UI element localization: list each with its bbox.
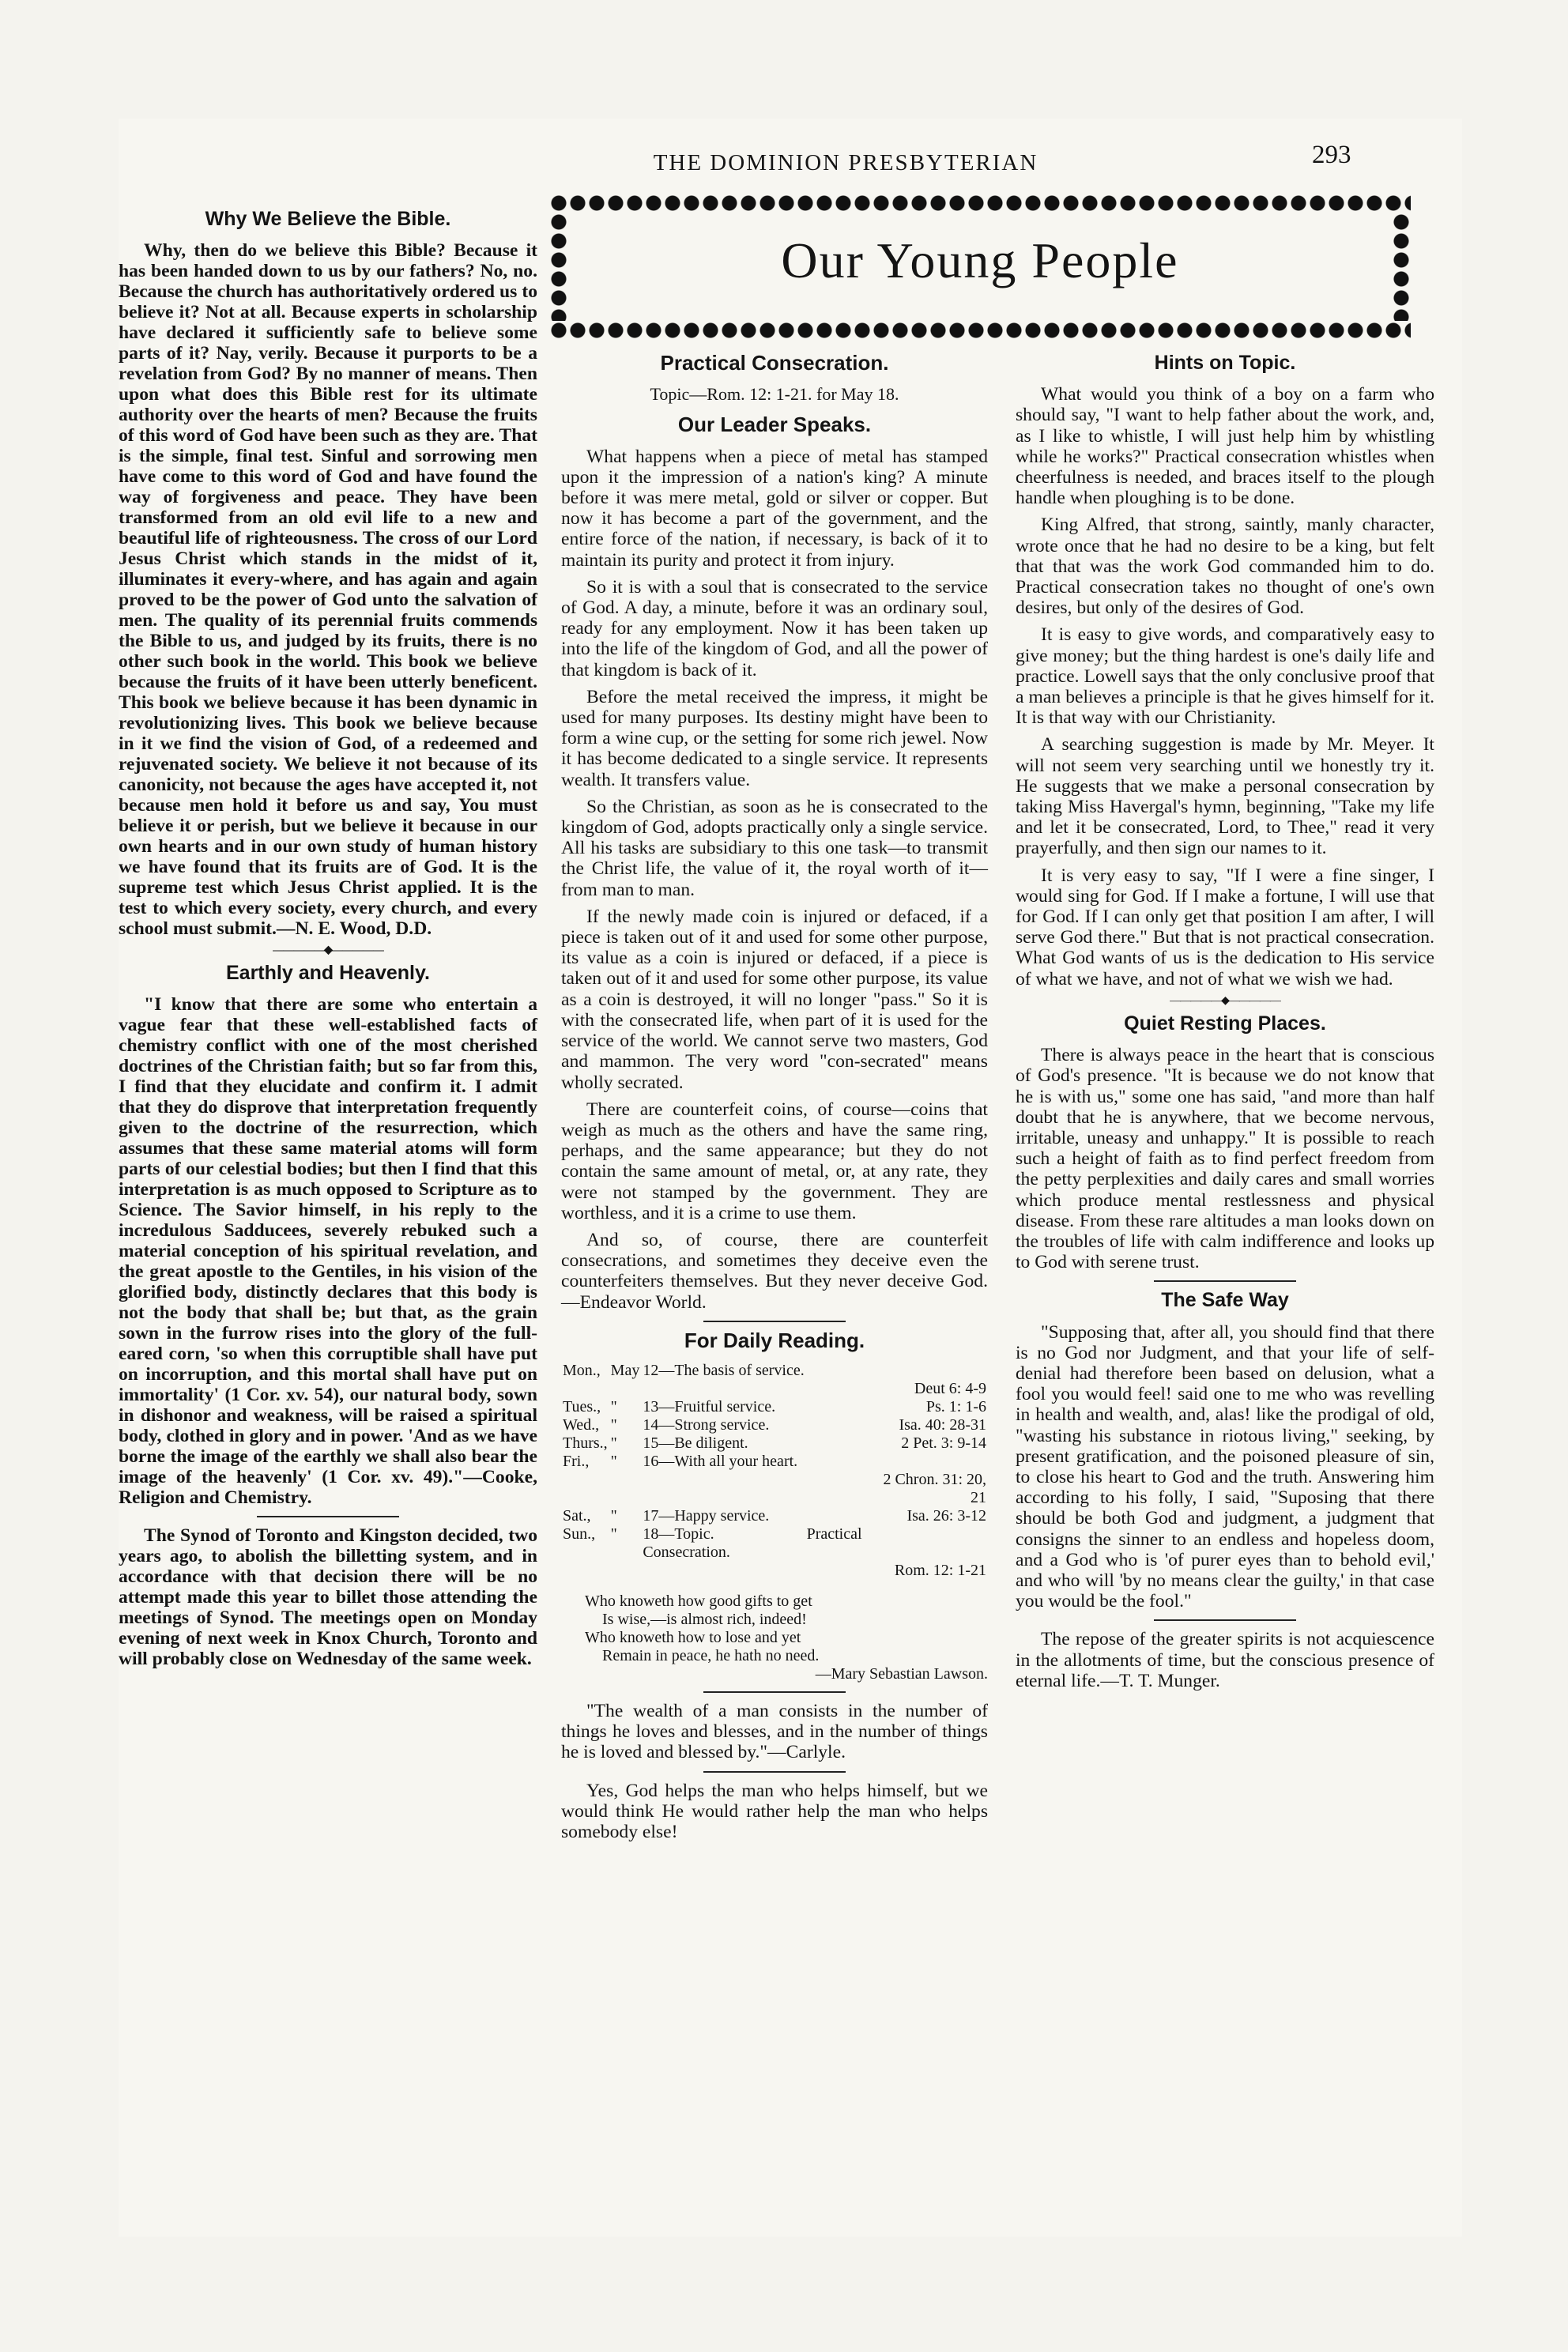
article-body-why-we-believe: Why, then do we believe this Bible? Because it has been handed down to us by our fathers? No, no. Because the church has authoritatively ordered us to believe it? Not at all. Because experts in scholarship have declared it sufficiently safe to believe some parts of it? Nay, verily. Because it purports to be a revelation from God? By no manner of means. Then upon what does this Bible rest for its ultimate authority over the hearts of men? Because the fruits of this word of God have been such as they are. That is the simple, final test. Sinful and sorrowing men have come to this word of God and have found the way of forgiveness and peace. They have been transformed from an old evil life to a new and beautiful life of righteousness. The cross of our Lord Jesus Christ which stands in the midst of it, illuminates it every-where, and has again and again proved to be the power of God unto the salvation of men. The quality of its perennial fruits commends the Bible to us, and judged by its fruits, there is no other such book in the world. This book we believe because the fruits of it have been utterly beneficent. This book we believe because it has been dynamic in revolutionizing lives. This book we believe because in it we find the vision of God, of a redeemed and rejuvenated society. We believe it not because of its canonicity, not because the ages have accepted it, not because men hold it before us and say, You must believe it or perish, but we believe it because in our own hearts and in our own study of human history we have found that its fruits are of God. It is the supreme test which Jesus Christ applied. It is the test to which every society, every church, and every school must submit.—N. E. Wood, D.D. [119,240,537,939]
article-body-synod: The Synod of Toronto and Kingston decided, two years ago, to abolish the billetting system, and in accordance with that decision there will be no attempt made this year to billet those attending the meetings of Synod. The meetings open on Monday evening of next week in Knox Church, Toronto and will probably close on Wednesday of the same week. [119,1525,537,1669]
paragraph: It is easy to give words, and comparatively easy to give money; but the thing hardest is one's daily life and practice. Lowell says that the only conclusive proof that a man believes a principle is that he gives himself for it. It is that way with our Christianity. [1016,624,1434,729]
paragraph-repose: The repose of the greater spirits is not acquiescence in the allotments of time, but the conscious presence of eternal life.—T. T. Munger. [1016,1629,1434,1691]
subheading-hints-on-topic: Hints on Topic. [1154,352,1296,374]
poem-line: Remain in peace, he hath no need. [602,1646,820,1664]
paragraph: There are counterfeit coins, of course—coins that weigh as much as the others and have the same ring, perhaps, and the same appearance; but they do not contain the same amount of metal, or, at any rate, they were not stamped by the government. They are worthless, and it is a crime to use them. [561,1099,988,1223]
reading-ref: 2 Pet. 3: 9-14 [901,1434,986,1452]
poem-line: Is wise,—is almost rich, indeed! [602,1610,807,1628]
divider [1154,1619,1296,1621]
banner-border-bottom [549,321,1411,340]
article-title-safe-way: The Safe Way [1161,1289,1289,1312]
topic-line: Topic—Rom. 12: 1-21. for May 18. [650,384,899,405]
reading-ditto [609,1471,642,1507]
reading-ref [864,1453,988,1471]
reading-day: Sun., [563,1525,596,1543]
reading-text: 13—Fruitful service. [643,1397,776,1415]
reading-ditto [609,1562,642,1580]
reading-ref: Isa. 40: 28-31 [899,1415,986,1434]
poem [585,1592,988,1683]
reading-day: Tues., [563,1397,601,1415]
paragraph: King Alfred, that strong, saintly, manly character, wrote once that he had no desire to be a king, but felt that that was the work God commanded him to do. Practical consecration takes no thought of one's own desires, but only of the desires of God. [1016,514,1434,619]
reading-ditto: " [610,1452,617,1470]
article-body-earthly-heavenly: "I know that there are some who entertain a vague fear that these well-established facts of chemistry conflict with one of the most cherished doctrines of the Christian faith; but so far from this, I find that they elucidate and confirm it. I admit that they do disprove that interpretation frequently given to the doctrine of the resurrection, which assumes that these same material atoms will form parts of our celestial bodies; but then I find that this interpretation is as much opposed to Scripture as to Science. The Savior himself, in his reply to the incredulous Sadducees, severely rebuked such a material conception of his spiritual revelation, and the great apostle to the Gentiles, in his vision of the glorified body, distinctly declares that this body is not the body that shall be; but that, as the grain sown in the furrow rises into the glory of the full-eared corn, 'so when this corruptible shall have put on incorruption, and this mortal shall have put on immortality' (1 Cor. xv. 54), our natural body, sown in dishonor and weakness, will be raised a spiritual body, clothed in glory and in power. 'And as we have borne the image of the earthly we shall also bear the image of the heavenly' (1 Cor. xv. 49)."—Cooke, Religion and Chemistry. [119,994,537,1508]
reading-day [561,1380,609,1398]
reading-text: 17—Happy service. [643,1506,770,1525]
reading-day: Thurs., [563,1434,608,1452]
paragraph: A searching suggestion is made by Mr. Meyer. It will not seem very searching until we honestly try it. He suggests that we make a personal consecration by taking Miss Havergal's hymn, beginning, "Take my life and let it be consecrated, Lord, to Thee," read it very prayerfully, and then sign our names to it. [1016,734,1434,859]
reading-ditto: " [610,1506,617,1525]
paragraph: And so, of course, there are counterfeit consecrations, and sometimes they deceive even the counterfeiters themselves. But they never deceive God.—Endeavor World. [561,1229,988,1313]
reading-ref [864,1525,988,1562]
poem-line: Who knoweth how to lose and yet [585,1628,801,1646]
reading-ditto: " [610,1397,617,1415]
paragraph: It is very easy to say, "If I were a fine singer, I would sing for God. If I make a fortune, I will use that for God. If I can only get that position I am after, I will serve God there." But that is not practical consecration. What God wants of us is the dedication to His service of what we have, and not of what we wish we had. [1016,865,1434,989]
paragraph: "Supposing that, after all, you should find that there is no God nor Judgment, and that your life of self-denial had therefore been based on delusion, what a fool you would feel! said one to me who was revelling in health and wealth, and, alas! like the prodigal of old, "wasting his substance in riotous living," seeking, by present gratification, and the poisoned pleasure of sin, to close his heart to God and the truth. Answering him according to his folly, I said, "Suposing that there should be both God and judgment, a judgment that consigns the sinner to an endless and hopeless doom, and a God who is 'of purer eyes than to behold evil,' and who will 'by no means clear the guilty,' in that case you would be the fool." [1016,1321,1434,1612]
reading-text: 16—With all your heart. [643,1452,798,1470]
banner-title: Our Young People [781,232,1179,288]
reading-text [641,1471,863,1507]
article-title-practical-consecration: Practical Consecration. [660,351,889,375]
reading-row [561,1434,988,1453]
divider: ―――――◆――――― [273,944,383,956]
reading-ditto [609,1380,642,1398]
reading-text: 12—The basis of service. [643,1361,805,1379]
paragraph: Before the metal received the impress, it might be used for many purposes. Its destiny might have been to form a wine cup, or the setting for some rich jewel. Now it has become dedicated to a single service. It represents wealth. It transfers value. [561,686,988,790]
reading-ref: Rom. 12: 1-21 [894,1561,986,1579]
column-middle [561,348,988,1849]
page-number: 293 [1312,141,1351,169]
paragraph: What would you think of a boy on a farm who should say, "I want to help father about the work, and, as I like to whistle, I will just help him by whistling while he works?" Practical consecration whistles when cheerfulness is needed, and braces itself to the plough handle when ploughing is to be done. [1016,384,1434,509]
poem-attribution: —Mary Sebastian Lawson. [815,1664,988,1683]
reading-text: 18—Topic. Practical Consecration. [643,1525,862,1561]
reading-ref: Isa. 26: 3-12 [906,1506,986,1525]
reading-day: Fri., [563,1452,590,1470]
quote-carlyle: "The wealth of a man consists in the number of things he loves and blesses, and in the number of things he is loved and blessed by."—Carlyle. [561,1700,988,1763]
paragraph-god-helps: Yes, God helps the man who helps himself, but we would think He would rather help the man who helps somebody else! [561,1780,988,1842]
running-title: THE DOMINION PRESBYTERIAN [653,150,1038,175]
article-title-earthly-heavenly: Earthly and Heavenly. [226,962,430,984]
reading-day: Mon., [563,1361,601,1379]
divider: ―――――◆――――― [1170,994,1280,1007]
reading-row [561,1507,988,1525]
reading-day [561,1471,609,1507]
banner-border-top [549,194,1411,213]
article-title-why-we-believe: Why We Believe the Bible. [205,208,451,230]
reading-row [561,1362,988,1380]
reading-row [561,1398,988,1416]
divider [1154,1280,1296,1282]
paragraph: There is always peace in the heart that is conscious of God's presence. "It is because we do not know that he is with us," some one has said, "and more than half doubt that he is anywhere, that we become nervous, irritable, uneasy and unhappy." It is possible to reach such a height of faith as to find perfect freedom from the petty perplexities and daily cares and small worries which produce mental restlessness and physical disease. From these rare altitudes a man looks down on the troubles of life with calm indifference and looks up to God with serene trust. [1016,1045,1434,1273]
poem-line: Who knoweth how good gifts to get [585,1592,812,1610]
reading-text: 15—Be diligent. [643,1434,748,1452]
reading-ref: 2 Chron. 31: 20, 21 [883,1470,986,1506]
divider [703,1691,846,1693]
reading-day: Wed., [563,1415,600,1434]
divider [257,1516,399,1517]
reading-text [641,1562,863,1580]
paragraph: What happens when a piece of metal has stamped upon it the impression of a nation's king? A minute before it was mere metal, gold or silver or copper. But now it has become a part of the government, and the entire force of the nation, if necessary, is back of it to maintain its purity and protect it from injury. [561,446,988,571]
reading-ref: Deut 6: 4-9 [914,1379,986,1397]
reading-row [561,1453,988,1471]
reading-ditto: May [610,1361,640,1379]
reading-row [561,1562,988,1580]
reading-day [561,1562,609,1580]
reading-ref [864,1362,988,1380]
paragraph: So it is with a soul that is consecrated to the service of God. A day, a minute, before it was an ordinary soul, ready for any employment. Now it has been taken up into the life of the kingdom of God, and all the power of that kingdom is back of it. [561,576,988,680]
subheading-leader-speaks: Our Leader Speaks. [677,413,872,437]
reading-text: 14—Strong service. [643,1415,770,1434]
section-banner [549,194,1411,340]
reading-row [561,1416,988,1434]
reading-ref: Ps. 1: 1-6 [925,1397,986,1415]
column-left [119,204,537,1675]
divider [703,1771,846,1773]
reading-ditto: " [610,1415,617,1434]
daily-reading-table [561,1362,988,1580]
paragraph: If the newly made coin is injured or defaced, if a piece is taken out of it and used for some other purpose, its value as a coin is injured or defaced, if a piece is taken out of it and used for some other purpose, its value as a coin is destroyed, it will no longer "pass." So it is with the consecrated life, when part of it is used for the service of the world. We cannot serve two masters, God and mammon. The very word "con-secrated" means wholly secrated. [561,906,988,1093]
newspaper-page [119,119,1462,2237]
reading-row [561,1380,988,1398]
reading-row [561,1525,988,1562]
column-right [1016,348,1434,1698]
reading-row [561,1471,988,1507]
divider [703,1321,846,1322]
subheading-daily-reading: For Daily Reading. [684,1328,865,1352]
paragraph: So the Christian, as soon as he is consecrated to the kingdom of God, adopts practically only a single service. All his tasks are subsidiary to this one task—to transmit the Christ life, the value of it, the royal worth of it—from man to man. [561,796,988,900]
reading-text [641,1380,863,1398]
reading-day: Sat., [563,1506,591,1525]
article-title-quiet-resting-places: Quiet Resting Places. [1124,1012,1326,1035]
reading-ditto: " [610,1434,617,1452]
reading-ditto: " [610,1525,617,1543]
